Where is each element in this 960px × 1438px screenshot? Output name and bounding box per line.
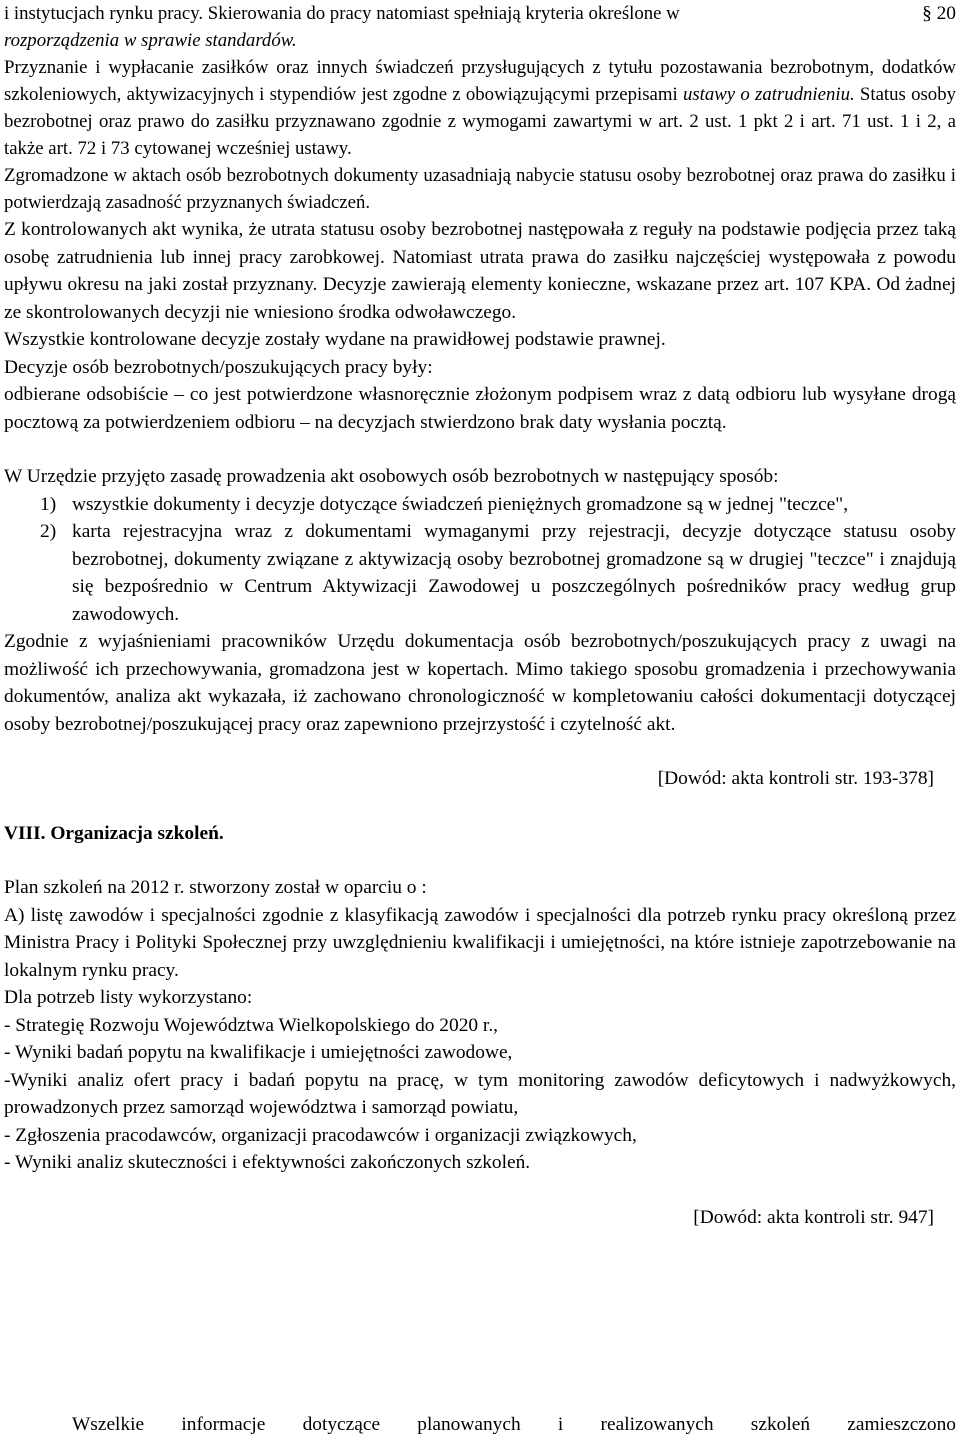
spacer <box>4 1177 956 1204</box>
evidence-note-1: [Dowód: akta kontroli str. 193-378] <box>657 768 934 789</box>
line1-text: i instytucjach rynku pracy. Skierowania do pracy natomiast spełniają kryteria określone w <box>4 3 680 24</box>
paragraph-explanations: Zgodnie z wyjaśnieniami pracowników Urzędu dokumentacja osób bezrobotnych/poszukujących pracy z uwagi na możliwość ich przechowywania, gromadzona jest w kopertach. Mimo takiego sposobu gromadzenia i przechowywania dokumentów, analiza akt wykazała, iż zachowano chronologiczność w kompletowaniu całości dokumentacji dotyczącej osoby bezrobotnej/poszukującej pracy oraz zapewniono przejrzystość i czytelność akt. <box>4 631 956 735</box>
evidence-note-2: [Dowód: akta kontroli str. 947] <box>693 1206 934 1228</box>
paragraph-line1 <box>4 0 956 27</box>
paragraph-controlled: Z kontrolowanych akt wynika, że utrata statusu osoby bezrobotnej następowała z reguły na podstawie podjęcia przez taką osobę zatrudnienia lub innej pracy zarobkowej. Natomiast utrata prawa do zasiłku najczęściej występowała z powodu upływu okresu na jaki został przyznany. Decyzje zawierają elementy konieczne, wskazane przez art. 107 KPA. Od żadnej ze skontrolowanych decyzji nie wniesiono środka odwoławczego. <box>4 219 956 323</box>
paragraph-last-line: Wszelkie informacje dotyczące planowanych i realizowanych szkoleń zamieszczono <box>72 1414 956 1436</box>
page-number: § 20 <box>922 3 956 24</box>
paragraph-documents: Zgromadzone w aktach osób bezrobotnych dokumenty uzasadniają nabycie statusu osoby bezrobotnej oraz prawa do zasiłku i potwierdzają zasadność przyznanych świadczeń. <box>4 165 956 213</box>
spacer <box>4 436 956 463</box>
files-list <box>4 491 956 629</box>
spacer <box>4 793 956 820</box>
spacer <box>4 847 956 874</box>
spacer <box>4 738 956 765</box>
paragraph-line2: rozporządzenia w sprawie standardów. <box>4 30 297 51</box>
used-item: - Zgłoszenia pracodawców, organizacji pracodawców i organizacji związkowych, <box>4 1124 637 1146</box>
paragraph-list-a: A) listę zawodów i specjalności zgodnie z klasyfikacją zawodów i specjalności dla potrzeb rynku pracy określoną przez Ministra Pracy i Polityki Społecznej przy uwzględnieniu kwalifikacji i umiejętności, na które istnieje zapotrzebowanie na lokalnym rynku pracy. <box>4 904 956 981</box>
allowance-text-b: Status osoby bezrobotnej oraz prawo do zasiłku przyznawano zgodnie z wymogami zawartymi w art. 2 ust. 1 pkt 2 i art. 71 ust. 1 i 2, a także art. 72 i 73 cytowanej wcześniej ustawy. <box>4 84 956 159</box>
paragraph-decisions-intro: Decyzje osób bezrobotnych/poszukujących pracy były: <box>4 356 433 378</box>
list-item-text: wszystkie dokumenty i decyzje dotyczące świadczeń pieniężnych gromadzone są w jednej "teczce", <box>72 493 849 515</box>
document-page <box>4 0 956 1436</box>
used-item: - Wyniki badań popytu na kwalifikacje i umiejętności zawodowe, <box>4 1042 513 1063</box>
paragraph-decisions-body: odbierane odsobiście – co jest potwierdzone własnoręcznie złożonym podpisem wraz z datą odbioru lub wysyłane drogą pocztową za potwierdzeniem odbioru – na decyzjach stwierdzono brak daty wysłania pocztą. <box>4 384 956 433</box>
list-item-text: karta rejestracyjna wraz z dokumentami wymaganymi przy rejestracji, decyzje dotyczące statusu osoby bezrobotnej, dokumenty związane z aktywizacją osoby bezrobotnej gromadzone są w drugiej "teczce" i znajdują się bezpośrednio w Centrum Aktywizacji Zawodowej u poszczególnych pośredników pracy według grup zawodowych. <box>72 521 956 625</box>
list-item <box>40 491 956 519</box>
list-item-number: 1) <box>40 493 57 515</box>
paragraph-legal-basis: Wszystkie kontrolowane decyzje zostały wydane na prawidłowej podstawie prawnej. <box>4 329 666 350</box>
paragraph-allowance <box>4 54 956 162</box>
list-item <box>40 518 956 628</box>
allowance-text-italic: ustawy o zatrudnieniu. <box>682 84 855 105</box>
paragraph-used-intro: Dla potrzeb listy wykorzystano: <box>4 987 253 1008</box>
used-item: - Wyniki analiz skuteczności i efektywności zakończonych szkoleń. <box>4 1152 531 1173</box>
paragraph-files-intro: W Urzędzie przyjęto zasadę prowadzenia akt osobowych osób bezrobotnych w następujący sposób: <box>4 466 779 487</box>
section-allowances <box>4 0 956 216</box>
allowance-text-a: Przyznanie i wypłacanie zasiłków oraz innych świadczeń przysługujących z tytułu pozostawania bezrobotnym, dodatków szkoleniowych, aktywizacyjnych i stypendiów jest zgodne z obowiązującymi przepisami <box>4 57 956 105</box>
section-heading-training: VIII. Organizacja szkoleń. <box>4 822 224 844</box>
paragraph-plan-intro: Plan szkoleń na 2012 r. stworzony został w oparciu o : <box>4 877 427 898</box>
section-controlled <box>4 216 956 1231</box>
used-item: -Wyniki analiz ofert pracy i badań popytu na pracę, w tym monitoring zawodów deficytowych i nadwyżkowych, prowadzonych przez samorząd województwa i samorząd powiatu, <box>4 1069 956 1118</box>
used-item: - Strategię Rozwoju Województwa Wielkopolskiego do 2020 r., <box>4 1014 499 1036</box>
list-item-number: 2) <box>40 521 57 542</box>
